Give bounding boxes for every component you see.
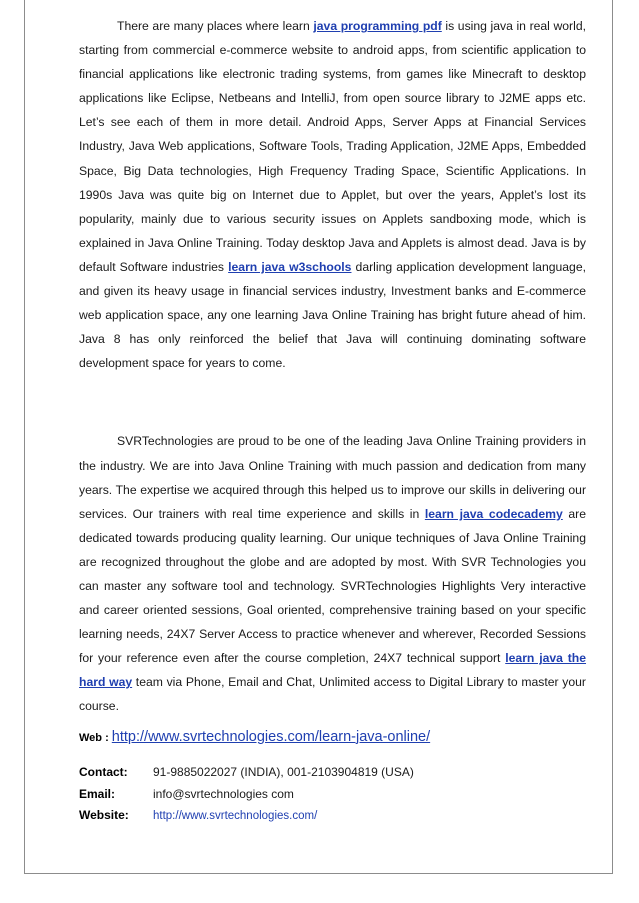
email-row bbox=[79, 783, 414, 805]
contact-label: Contact: bbox=[79, 765, 128, 780]
web-line bbox=[79, 725, 586, 750]
website-row bbox=[79, 805, 414, 827]
web-label: Web : bbox=[79, 731, 112, 744]
link-learn-java-w3schools[interactable]: learn java w3schools bbox=[228, 259, 352, 274]
website-link[interactable]: http://www.svrtechnologies.com/ bbox=[153, 810, 318, 823]
contact-value: 91-9885022027 (INDIA), 001-2103904819 (USA) bbox=[153, 765, 414, 780]
link-learn-java-codecademy[interactable]: learn java codecademy bbox=[424, 506, 563, 521]
web-url-link[interactable]: http://www.svrtechnologies.com/learn-java-online/ bbox=[111, 728, 431, 745]
contact-table bbox=[79, 762, 414, 827]
paragraph1-text-2: is using java in real world, starting from commercial e-commerce website to android apps, from scientific application to financial applications like electronic trading systems, from games like Minecraft to desktop applications like Eclipse, Netbeans and IntelliJ, from open source library to J2ME apps etc. Let’s see each of them in more detail. Android Apps, Server Apps at Financial Services Industry, Java Web applications, Software Tools, Trading Application, J2ME Apps, Embedded Space, Big Data technologies, High Frequency Trading Space, Scientific Applications. In 1990s Java was quite big on Internet due to Applet, but over the years, Applet’s lost its popularity, mainly due to various security issues on Applets sandboxing mode, which is explained in Java Online Training. Today desktop Java and Applets is almost dead. Java is by default Software industries bbox=[79, 19, 586, 274]
paragraph2-text-3: team via Phone, Email and Chat, Unlimited access to Digital Library to master your course. bbox=[79, 675, 586, 714]
document-content bbox=[79, 14, 586, 826]
paragraph1-text-3: darling application development language, and given its heavy usage in financial services industry, Investment banks and E-commerce web application space, any one learning Java Online Training has bright future ahead of him. Java 8 has only reinforced the belief that Java will continuing dominating software development space for years to come. bbox=[79, 259, 587, 371]
contact-row bbox=[79, 762, 414, 784]
website-label: Website: bbox=[79, 808, 129, 823]
paragraph2-text-1: SVRTechnologies are proud to be one of the leading Java Online Training providers in the industry. We are into Java Online Training with much passion and dedication from many years. The expertise we acquired through this helped us to improve our skills in delivering our services. Our trainers with real time experience and skills in bbox=[79, 434, 586, 521]
paragraph-java-uses bbox=[79, 14, 586, 375]
email-value: info@svrtechnologies com bbox=[153, 786, 294, 801]
document-page bbox=[24, 0, 613, 874]
paragraph-svr-technologies bbox=[79, 429, 586, 718]
link-learn-java-the-hard-way[interactable]: learn java the hard way bbox=[79, 651, 587, 690]
paragraph2-text-2: are dedicated towards producing quality learning. Our unique techniques of Java Online Training are recognized throughout the globe and are adopted by most. With SVR Technologies you can master any software tool and technology. SVRTechnologies Highlights Very interactive and career oriented sessions, Goal oriented, comprehensive training based on your specific learning needs, 24X7 Server Access to practice whenever and wherever, Recorded Sessions for your reference even after the course completion, 24X7 technical support bbox=[79, 506, 586, 666]
email-label: Email: bbox=[79, 786, 116, 801]
paragraph1-text-1: There are many places where learn bbox=[117, 19, 314, 33]
link-java-programming-pdf[interactable]: java programming pdf bbox=[313, 19, 442, 33]
